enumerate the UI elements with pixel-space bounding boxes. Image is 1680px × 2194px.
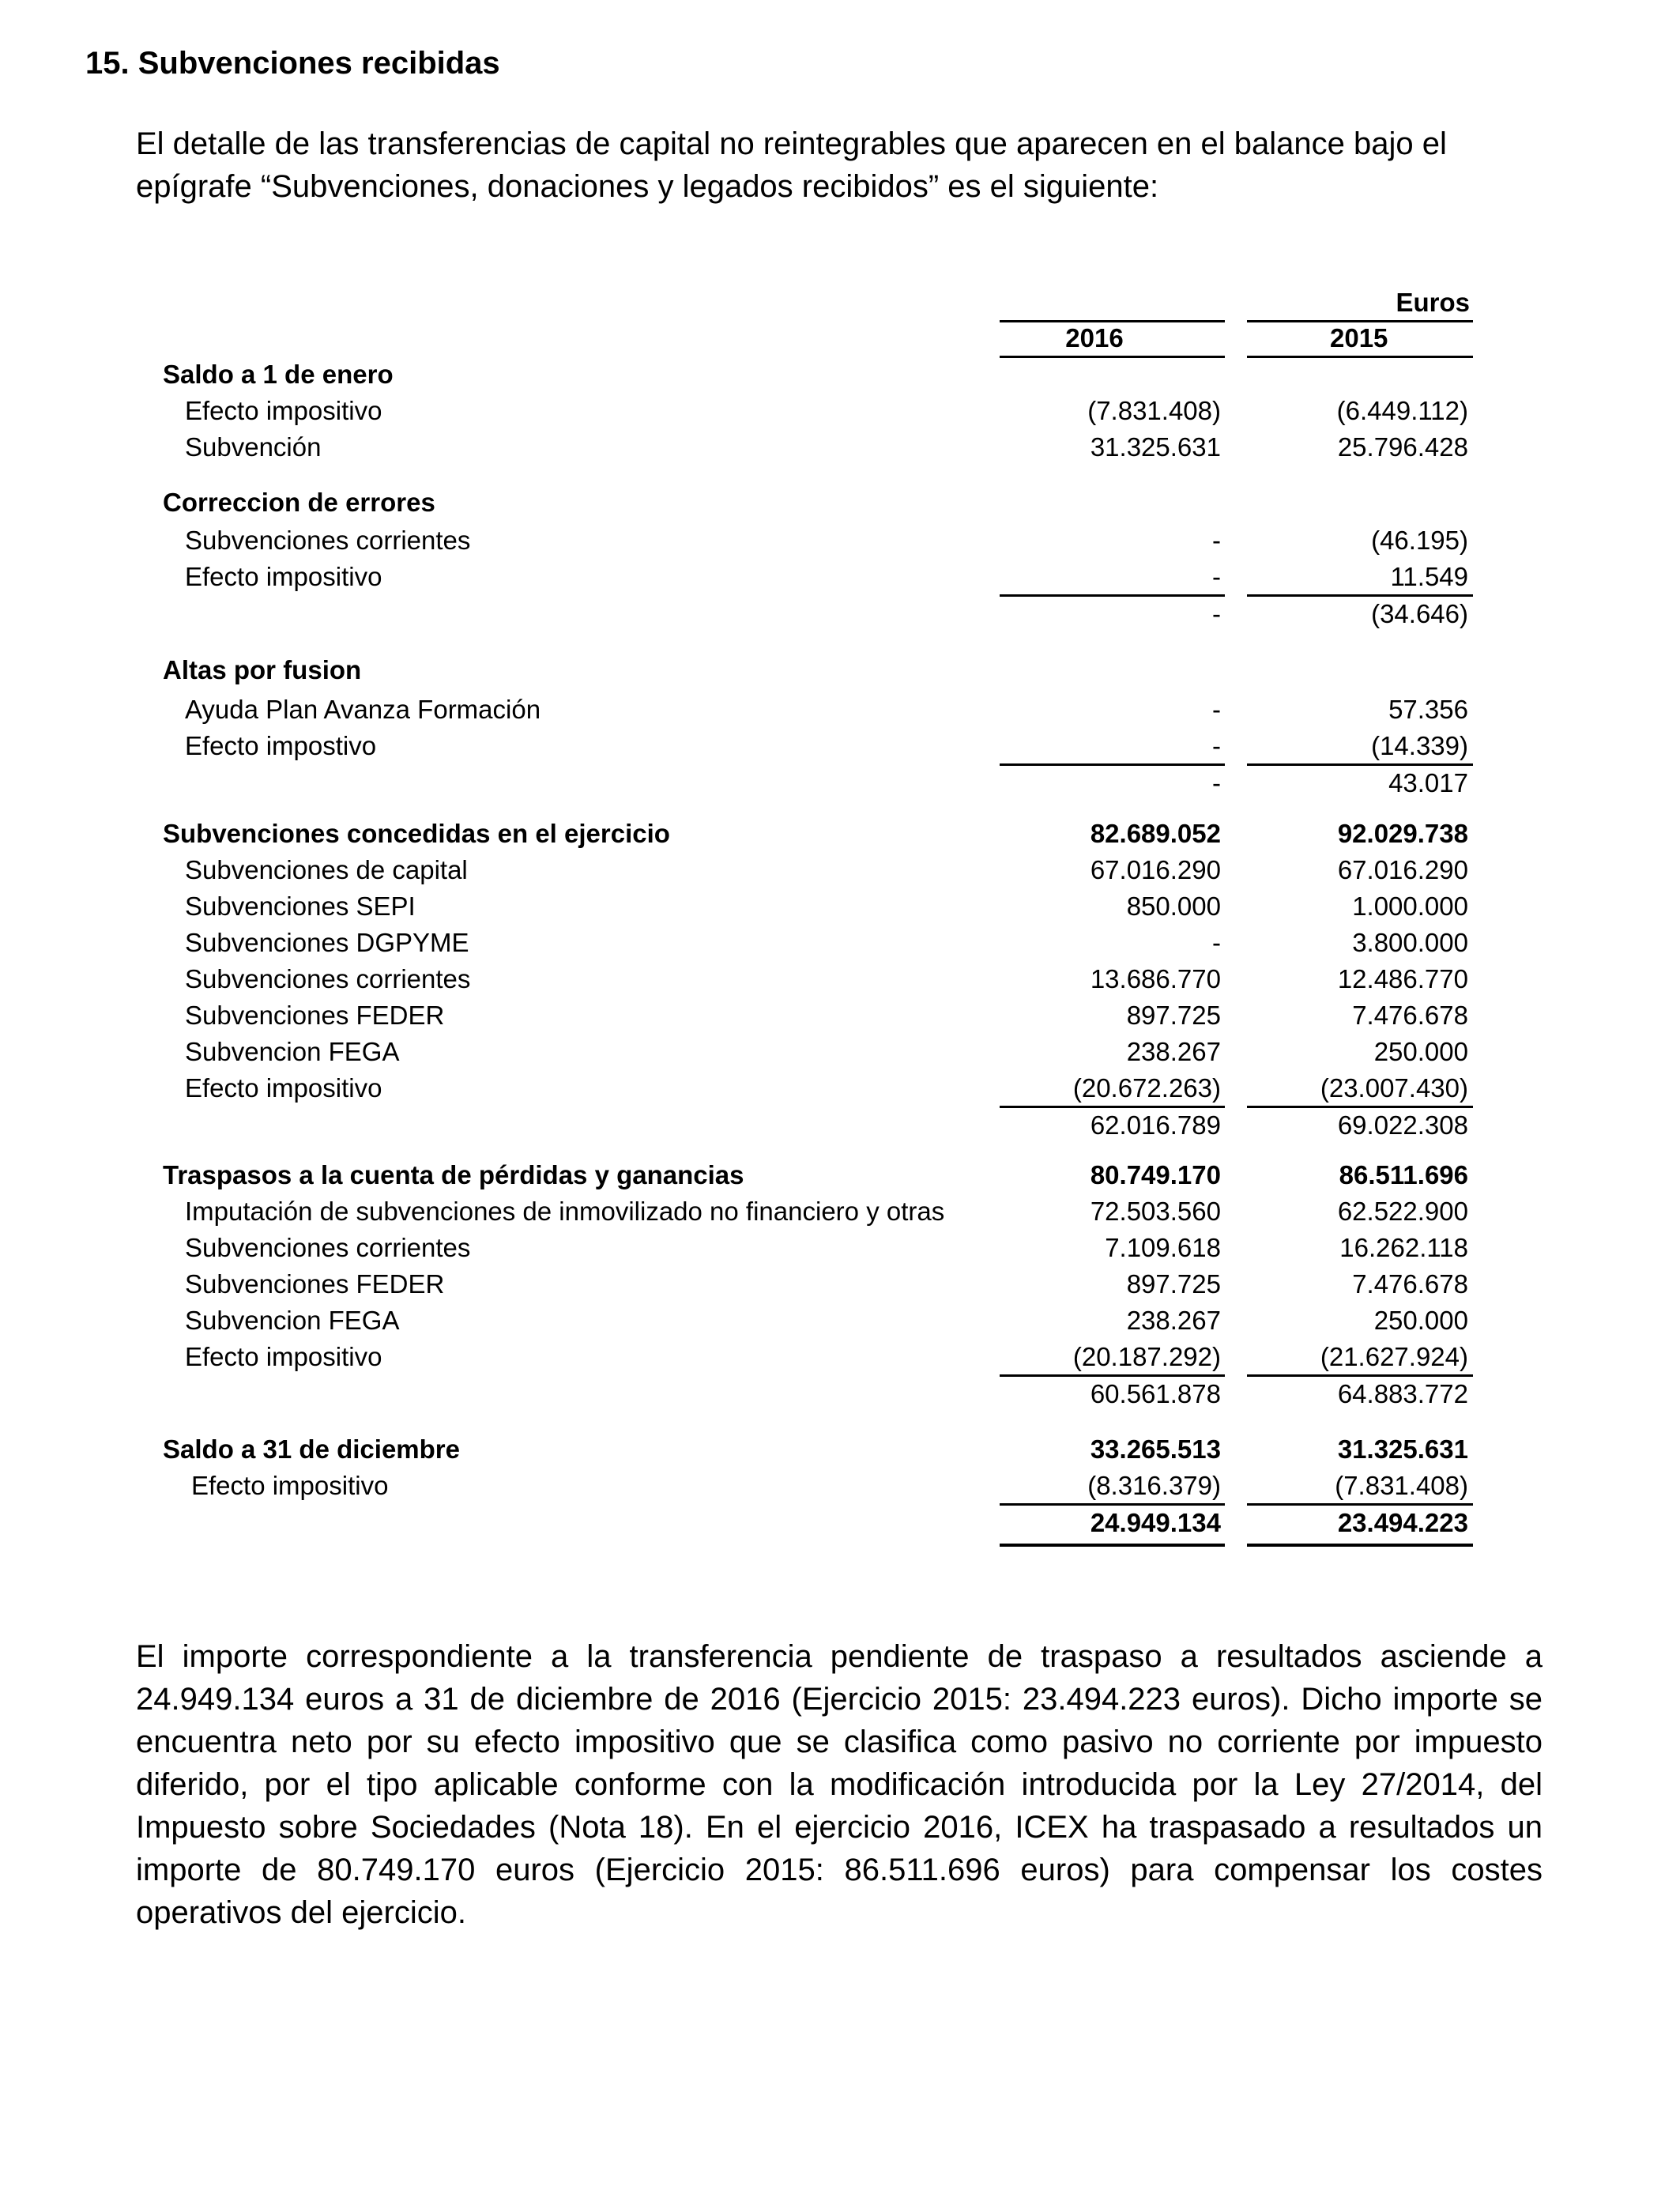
table-row — [0, 816, 1680, 852]
column-header-2015: 2015 — [1330, 323, 1388, 352]
intro-paragraph: El detalle de las transferencias de capital no reintegrables que aparecen en el balance bajo el epígrafe “Subvenciones, donaciones y legados recibidos” es el siguiente: — [136, 126, 1447, 204]
table-row — [0, 1034, 1680, 1070]
table-row — [0, 1266, 1680, 1302]
subtotal-row — [0, 1376, 1680, 1412]
value-2015: (23.007.430) — [1320, 1073, 1468, 1103]
value-2015: 1.000.000 — [1352, 892, 1468, 921]
closing-paragraph: El importe correspondiente a la transferencia pendiente de traspaso a resultados asciende a 24.949.134 euros a 31 de diciembre de 2016 (Ejercicio 2015: 23.494.223 euros). Dicho importe se encuentra neto por su efecto impositivo que se clasifica como pasivo no corriente por impuesto diferido, por el tipo aplicable conforme con la modificación introducida por la Ley 27/2014, del Impuesto sobre Sociedades (Nota 18). En el ejercicio 2016, ICEX ha traspasado a resultados un importe de 80.749.170 euros (Ejercicio 2015: 86.511.696 euros) para compensar los costes operativos del ejercicio. — [136, 1639, 1543, 1930]
value-2015: (46.195) — [1371, 526, 1468, 555]
value-2016: 80.749.170 — [1090, 1160, 1221, 1189]
table-row — [0, 1302, 1680, 1339]
table-row — [0, 393, 1680, 429]
value-2016: 62.016.789 — [1090, 1110, 1221, 1140]
table-row — [0, 961, 1680, 997]
value-2015: 62.522.900 — [1337, 1197, 1468, 1226]
table-row — [0, 1468, 1680, 1504]
value-2015: (21.627.924) — [1320, 1342, 1468, 1371]
row-label: Efecto impositivo — [191, 1471, 389, 1500]
value-2016: (20.187.292) — [1072, 1342, 1221, 1371]
table-row — [0, 429, 1680, 466]
row-label: Subvenciones concedidas en el ejercicio — [163, 819, 670, 848]
table-row — [0, 1157, 1680, 1193]
value-2015: 57.356 — [1388, 695, 1468, 724]
value-2016: - — [1212, 526, 1221, 555]
value-2015: 43.017 — [1388, 768, 1468, 797]
value-2015: 92.029.738 — [1337, 819, 1468, 848]
value-2015: 25.796.428 — [1337, 432, 1468, 462]
table-row — [0, 888, 1680, 925]
row-label: Saldo a 1 de enero — [163, 360, 394, 389]
value-2016: 24.949.134 — [1090, 1508, 1221, 1537]
table-row — [0, 1193, 1680, 1230]
row-label: Subvenciones SEPI — [185, 892, 416, 921]
row-label: Efecto impositivo — [185, 1342, 382, 1371]
value-2016: - — [1212, 599, 1221, 628]
row-label: Subvención — [185, 432, 322, 462]
value-2016: 82.689.052 — [1090, 819, 1221, 848]
value-2016: - — [1212, 768, 1221, 797]
value-2015: 23.494.223 — [1337, 1508, 1468, 1537]
table-row — [0, 522, 1680, 559]
table-row — [0, 1230, 1680, 1266]
table-row — [0, 1070, 1680, 1106]
value-2015: (7.831.408) — [1335, 1471, 1468, 1500]
row-label: Altas por fusion — [163, 655, 362, 684]
row-label: Subvenciones corrientes — [185, 964, 471, 993]
value-2016: 850.000 — [1126, 892, 1221, 921]
table-row — [0, 728, 1680, 764]
value-2015: 69.022.308 — [1337, 1110, 1468, 1140]
total-row — [0, 1505, 1680, 1541]
column-header-2016: 2016 — [1065, 323, 1124, 352]
value-2016: 31.325.631 — [1090, 432, 1221, 462]
row-label: Subvenciones DGPYME — [185, 928, 469, 957]
table-row — [0, 356, 1680, 393]
value-2016: 238.267 — [1126, 1037, 1221, 1066]
value-2016: - — [1212, 731, 1221, 760]
value-2015: 12.486.770 — [1337, 964, 1468, 993]
value-2015: 64.883.772 — [1337, 1379, 1468, 1408]
value-2016: 897.725 — [1126, 1269, 1221, 1299]
value-2015: 16.262.118 — [1339, 1233, 1468, 1262]
table-row — [0, 559, 1680, 595]
value-2016: 13.686.770 — [1090, 964, 1221, 993]
table-row — [0, 484, 1680, 521]
subtotal-row — [0, 1107, 1680, 1144]
row-label: Subvencion FEGA — [185, 1306, 400, 1335]
value-2016: 897.725 — [1126, 1001, 1221, 1030]
value-2016: 67.016.290 — [1090, 855, 1221, 884]
row-label: Efecto impositivo — [185, 396, 382, 425]
row-label: Subvenciones FEDER — [185, 1269, 445, 1299]
value-2015: 250.000 — [1373, 1037, 1468, 1066]
value-2016: 60.561.878 — [1090, 1379, 1221, 1408]
row-label: Traspasos a la cuenta de pérdidas y ganancias — [163, 1160, 744, 1189]
value-2015: 86.511.696 — [1339, 1160, 1468, 1189]
value-2015: 7.476.678 — [1352, 1001, 1468, 1030]
row-label: Efecto impositivo — [185, 1073, 382, 1103]
value-2016: - — [1212, 695, 1221, 724]
subtotal-row — [0, 765, 1680, 801]
table-row — [0, 997, 1680, 1034]
table-row — [0, 652, 1680, 688]
value-2015: (34.646) — [1371, 599, 1468, 628]
value-2016: 72.503.560 — [1090, 1197, 1221, 1226]
value-2015: (14.339) — [1371, 731, 1468, 760]
value-2015: 11.549 — [1390, 562, 1468, 591]
row-label: Saldo a 31 de diciembre — [163, 1434, 460, 1464]
row-label: Imputación de subvenciones de inmovilizado no financiero y otras — [185, 1197, 945, 1226]
value-2015: 7.476.678 — [1352, 1269, 1468, 1299]
row-label: Efecto impostivo — [185, 731, 377, 760]
table-row — [0, 692, 1680, 728]
value-2016: (8.316.379) — [1087, 1471, 1221, 1500]
value-2016: 33.265.513 — [1090, 1434, 1221, 1464]
value-2015: 3.800.000 — [1352, 928, 1468, 957]
value-2016: 7.109.618 — [1105, 1233, 1221, 1262]
value-2016: (20.672.263) — [1072, 1073, 1221, 1103]
value-2015: 31.325.631 — [1337, 1434, 1468, 1464]
value-2015: 250.000 — [1373, 1306, 1468, 1335]
value-2016: - — [1212, 562, 1221, 591]
value-2015: (6.449.112) — [1336, 396, 1468, 425]
row-label: Subvenciones corrientes — [185, 1233, 471, 1262]
row-label: Subvencion FEGA — [185, 1037, 400, 1066]
row-label: Ayuda Plan Avanza Formación — [185, 695, 541, 724]
subtotal-row — [0, 596, 1680, 632]
double-rule-2016 — [1000, 1544, 1225, 1547]
value-2016: - — [1212, 928, 1221, 957]
row-label: Subvenciones FEDER — [185, 1001, 445, 1030]
table-row — [0, 1339, 1680, 1375]
section-title: 15. Subvenciones recibidas — [85, 46, 500, 81]
currency-label: Euros — [1396, 288, 1470, 317]
row-label: Efecto impositivo — [185, 562, 382, 591]
value-2016: (7.831.408) — [1087, 396, 1221, 425]
table-row — [0, 925, 1680, 961]
table-row — [0, 1431, 1680, 1468]
value-2015: 67.016.290 — [1337, 855, 1468, 884]
double-rule-2015 — [1247, 1544, 1473, 1547]
table-row — [0, 852, 1680, 888]
row-label: Subvenciones de capital — [185, 855, 468, 884]
value-2016: 238.267 — [1126, 1306, 1221, 1335]
row-label: Subvenciones corrientes — [185, 526, 471, 555]
row-label: Correccion de errores — [163, 488, 435, 517]
